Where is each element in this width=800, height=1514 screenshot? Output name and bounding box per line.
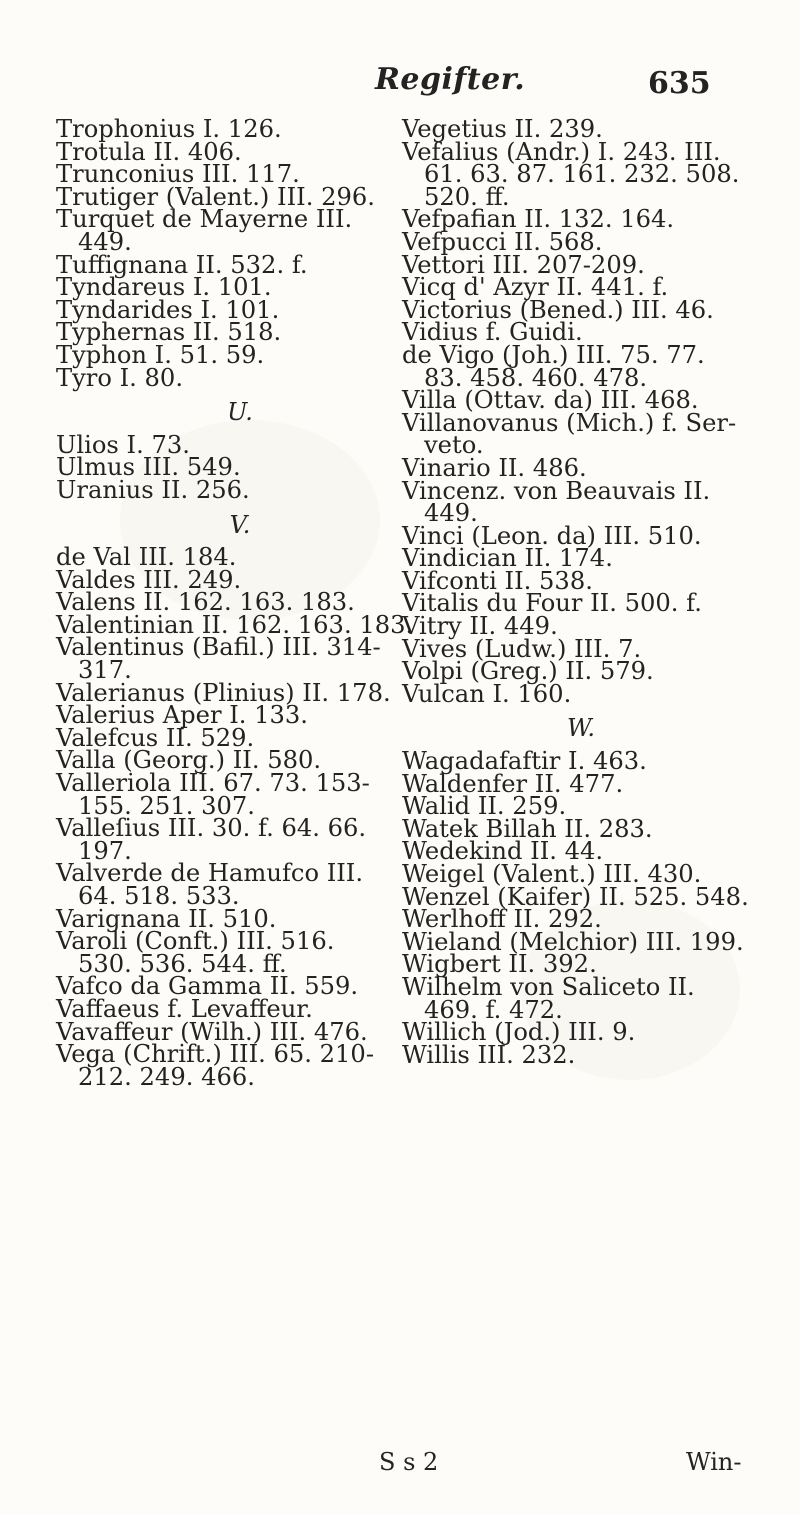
index-entry-line: Tyro I. 80. <box>56 363 184 392</box>
index-entry-line: Vitry II. 449. <box>402 612 558 641</box>
index-entry <box>402 679 740 708</box>
signature-mark: S s 2 <box>379 1448 439 1476</box>
index-section-u <box>56 430 394 504</box>
index-entry-line: Valdes III. 249. <box>56 565 242 594</box>
index-entry-line: Weigel (Valent.) III. 430. <box>402 860 702 888</box>
index-entry-continuation: 469. f. 472. <box>424 995 563 1024</box>
index-entry <box>402 476 740 528</box>
index-entry-continuation: 530. 536. 544. ff. <box>78 949 287 978</box>
index-entry-line: Turquet de Mayerne III. <box>56 205 353 234</box>
index-entry-line: Wieland (Melchior) III. 199. <box>402 927 744 956</box>
index-entry-line: Volpi (Greg.) II. 579. <box>402 657 654 686</box>
section-heading-v: V. <box>229 510 251 539</box>
index-entry-line: Typhon I. 51. 59. <box>56 340 265 369</box>
index-entry <box>56 859 394 910</box>
index-entry-line: Valverde de Hamufco III. <box>56 859 364 888</box>
index-entry-line: Werlhoff II. 292. <box>402 905 602 934</box>
index-entry <box>56 927 394 978</box>
index-entry-line: Vefalius (Andr.) I. 243. III. <box>402 137 721 166</box>
index-entry-continuation: 83. 458. 460. 478. <box>424 363 648 392</box>
index-entry-line: Valla (Georg.) II. 580. <box>56 746 322 775</box>
index-entry-line: Vifconti II. 538. <box>402 566 593 595</box>
index-entry <box>402 408 740 460</box>
index-entry-line: Vettori III. 207-209. <box>402 250 645 279</box>
index-entry-line: Varoli (Conft.) III. 516. <box>56 927 335 956</box>
index-entry-line: Vincenz. von Beauvais II. <box>402 476 711 505</box>
index-entry-continuation: 61. 63. 87. 161. 232. 508. <box>424 160 740 189</box>
index-entry-continuation: 197. <box>78 836 132 865</box>
index-entry-line: Varignana II. 510. <box>56 904 277 933</box>
index-section-v-continued <box>402 115 740 708</box>
index-entry <box>56 205 394 256</box>
index-entry-line: Villanovanus (Mich.) f. Ser- <box>402 408 737 437</box>
index-entry-line: Tyndarides I. 101. <box>56 295 280 324</box>
index-entry-continuation: veto. <box>424 431 484 460</box>
index-entry-line: Vegetius II. 239. <box>402 115 603 143</box>
index-section-t <box>56 115 394 392</box>
index-entry-line: Villa (Ottav. da) III. 468. <box>402 386 699 415</box>
index-entry-line: Ulios I. 73. <box>56 430 190 459</box>
index-entry-line: Ulmus III. 549. <box>56 453 241 482</box>
index-entry-line: Vaffaeus f. Levaffeur. <box>56 994 313 1023</box>
index-entry-line: Valentinian II. 162. 163. 183. <box>56 610 414 639</box>
index-entry-line: Walid II. 259. <box>402 792 567 821</box>
left-column <box>56 115 414 1091</box>
index-entry-line: Valentinus (Bafil.) III. 314- <box>56 633 381 662</box>
index-entry <box>402 137 740 211</box>
index-entry-line: Tyndareus I. 101. <box>56 273 272 302</box>
index-entry <box>56 633 394 685</box>
index-entry-line: Tuffignana II. 532. f. <box>56 250 308 279</box>
index-entry-line: Typhernas II. 518. <box>56 318 282 347</box>
index-entry-line: Wenzel (Kaifer) II. 525. 548. <box>402 882 749 911</box>
index-entry-line: Valefcus II. 529. <box>56 723 255 752</box>
index-entry <box>402 1040 740 1069</box>
index-entry-line: Waldenfer II. 477. <box>402 769 624 798</box>
index-entry-line: Wagadafaftir I. 463. <box>402 747 647 776</box>
index-entry-line: Vinario II. 486. <box>402 453 587 482</box>
index-entry-line: Vega (Chrift.) III. 65. 210- <box>56 1040 374 1069</box>
index-entry-line: Trophonius I. 126. <box>56 115 282 143</box>
index-entry-line: Valleſius III. 30. f. 64. 66. <box>56 814 367 843</box>
index-entry <box>56 1040 394 1091</box>
index-entry-line: Valerianus (Plinius) II. 178. <box>56 678 391 707</box>
index-entry <box>56 769 394 820</box>
index-entry-continuation: 449. <box>78 227 132 256</box>
index-entry-line: Willich (Jod.) III. 9. <box>402 1018 636 1047</box>
index-section-w <box>402 747 749 1069</box>
catchword: Win- <box>686 1448 742 1476</box>
index-entry-line: Vinci (Leon. da) III. 510. <box>402 521 702 550</box>
index-entry-line: de Val III. 184. <box>56 543 237 572</box>
index-entry-line: Uranius II. 256. <box>56 475 250 504</box>
index-entry-line: Wigbert II. 392. <box>402 950 597 979</box>
index-entry-continuation: 449. <box>424 499 478 528</box>
index-entry-line: Vives (Ludw.) III. 7. <box>402 634 642 663</box>
index-entry-line: Trunconius III. 117. <box>56 160 300 189</box>
index-entry <box>402 340 740 392</box>
index-entry-line: Victorius (Bened.) III. 46. <box>402 295 714 324</box>
index-entry-line: Valens II. 162. 163. 183. <box>56 588 355 617</box>
index-entry-line: Vefpafian II. 132. 164. <box>402 205 675 234</box>
index-entry-line: Watek Billah II. 283. <box>402 814 653 843</box>
index-entry-line: Vulcan I. 160. <box>402 679 572 708</box>
index-entry <box>56 475 394 504</box>
index-entry-line: Valerius Aper I. 133. <box>56 701 308 730</box>
index-entry-line: Vafco da Gamma II. 559. <box>56 972 359 1001</box>
index-entry-line: Vindician II. 174. <box>402 544 613 573</box>
index-entry-line: Willis III. 232. <box>402 1040 576 1069</box>
index-entry-continuation: 212. 249. 466. <box>78 1062 255 1091</box>
section-heading-u: U. <box>227 398 253 427</box>
index-entry-line: de Vigo (Joh.) III. 75. 77. <box>402 340 705 369</box>
page-header <box>0 62 800 112</box>
index-entry-line: Wilhelm von Saliceto II. <box>402 972 695 1001</box>
index-entry-line: Vidius f. Guidi. <box>402 318 583 347</box>
section-heading-w: W. <box>566 714 596 743</box>
index-entry-line: Vefpucci II. 568. <box>402 227 603 256</box>
running-head: Regifter. <box>375 62 526 97</box>
index-entry <box>402 972 740 1024</box>
index-entry-continuation: 520. ff. <box>424 182 510 211</box>
index-entry <box>56 814 394 865</box>
index-entry-line: Trotula II. 406. <box>56 137 242 166</box>
index-entry <box>56 363 394 392</box>
index-entry-line: Valleriola III. 67. 73. 153- <box>56 769 370 798</box>
index-section-v <box>56 543 414 1091</box>
index-entry-line: Vitalis du Four II. 500. f. <box>402 589 702 618</box>
index-entry-line: Trutiger (Valent.) III. 296. <box>56 182 375 211</box>
index-entry-line: Vicq d' Azyr II. 441. f. <box>402 273 669 302</box>
right-column <box>402 115 749 1069</box>
index-entry-continuation: 155. 251. 307. <box>78 791 255 820</box>
index-entry-continuation: 317. <box>78 656 132 685</box>
index-entry-continuation: 64. 518. 533. <box>78 882 240 910</box>
index-entry-line: Vavaffeur (Wilh.) III. 476. <box>56 1017 368 1046</box>
index-entry-line: Wedekind II. 44. <box>402 837 604 866</box>
page-number: 635 <box>648 66 711 101</box>
